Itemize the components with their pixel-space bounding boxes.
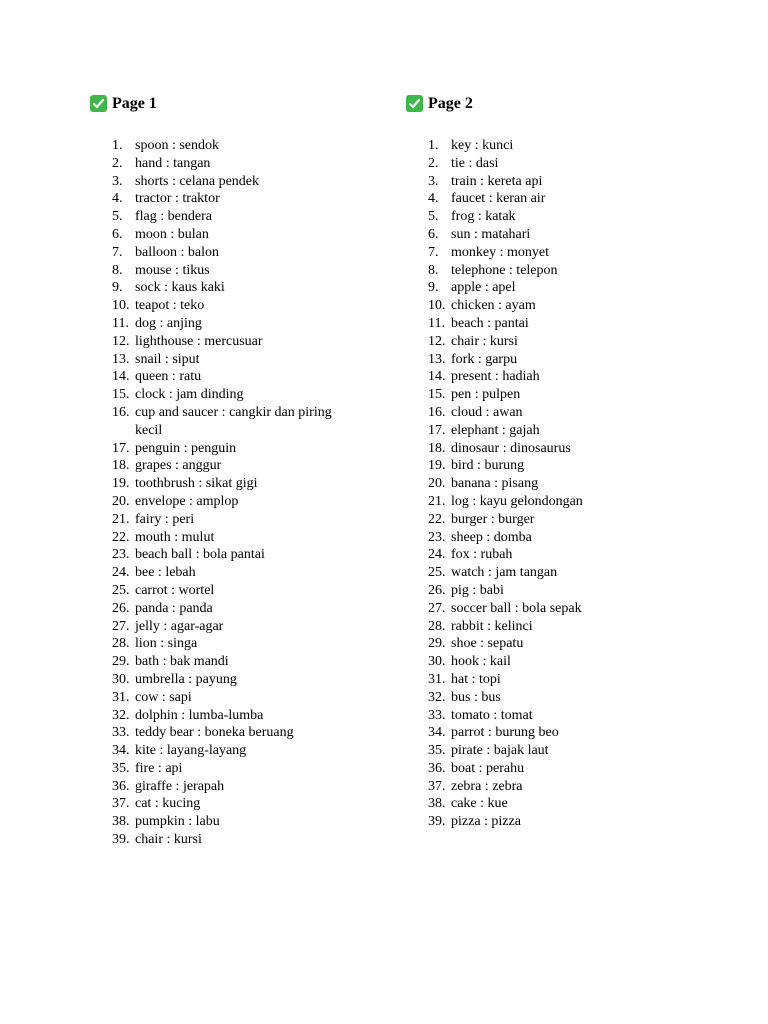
item-number: 3. — [112, 173, 123, 189]
list-item — [406, 475, 706, 493]
item-number: 2. — [112, 155, 123, 171]
page-1-section — [90, 91, 390, 849]
item-number: 26. — [112, 600, 130, 616]
item-text: monkey : monyet — [451, 244, 549, 260]
list-item — [406, 422, 706, 440]
list-item — [406, 457, 706, 475]
item-text: shorts : celana pendek — [135, 173, 260, 189]
item-number: 13. — [428, 351, 446, 367]
list-item — [90, 653, 390, 671]
page-1-word-list — [90, 137, 390, 849]
item-number: 32. — [428, 689, 446, 705]
item-number: 20. — [428, 476, 446, 492]
list-item — [406, 368, 706, 386]
item-number: 19. — [428, 458, 446, 474]
item-text: bee : lebah — [135, 565, 196, 581]
page-2-section — [406, 91, 706, 831]
item-text: bus : bus — [451, 689, 501, 705]
item-number: 22. — [428, 511, 446, 527]
item-text: apple : apel — [451, 280, 516, 296]
item-number: 16. — [428, 404, 446, 420]
item-number: 18. — [112, 458, 130, 474]
item-number: 29. — [112, 654, 130, 670]
item-text: snail : siput — [135, 351, 200, 367]
item-number: 10. — [112, 298, 130, 314]
item-text: balloon : balon — [135, 244, 219, 260]
item-text: beach ball : bola pantai — [135, 547, 265, 563]
item-text: queen : ratu — [135, 369, 202, 385]
item-text: cup and saucer : cangkir dan piring kecil — [135, 404, 332, 438]
item-number: 22. — [112, 529, 130, 545]
list-item — [406, 493, 706, 511]
item-number: 7. — [112, 244, 123, 260]
list-item — [90, 333, 390, 351]
item-number: 16. — [112, 404, 130, 420]
item-number: 36. — [112, 778, 130, 794]
item-text: teapot : teko — [135, 298, 205, 314]
item-text: lighthouse : mercusuar — [135, 333, 263, 349]
item-text: mouth : mulut — [135, 529, 215, 545]
item-text: beach : pantai — [451, 315, 529, 331]
item-number: 32. — [112, 707, 130, 723]
item-text: clock : jam dinding — [135, 387, 244, 403]
list-item — [406, 724, 706, 742]
item-number: 6. — [112, 226, 123, 242]
item-text: penguin : penguin — [135, 440, 237, 456]
list-item — [406, 262, 706, 280]
item-text: flag : bendera — [135, 209, 212, 225]
item-text: faucet : keran air — [451, 191, 546, 207]
list-item — [406, 707, 706, 725]
item-text: dolphin : lumba-lumba — [135, 707, 264, 723]
item-text: carrot : wortel — [135, 582, 215, 598]
item-number: 14. — [428, 369, 446, 385]
item-number: 21. — [112, 511, 130, 527]
list-item — [406, 795, 706, 813]
item-text: hat : topi — [451, 671, 501, 687]
list-item — [90, 707, 390, 725]
list-item — [90, 760, 390, 778]
item-text: tractor : traktor — [135, 191, 220, 207]
item-text: envelope : amplop — [135, 493, 239, 509]
item-number: 27. — [112, 618, 130, 634]
item-number: 7. — [428, 244, 439, 260]
item-number: 9. — [428, 280, 439, 296]
item-text: cow : sapi — [135, 689, 192, 705]
list-item — [406, 618, 706, 636]
list-item — [90, 689, 390, 707]
list-item — [406, 546, 706, 564]
list-item — [90, 724, 390, 742]
item-text: present : hadiah — [451, 369, 540, 385]
list-item — [406, 813, 706, 831]
list-item — [90, 386, 390, 404]
list-item — [406, 190, 706, 208]
item-number: 23. — [428, 529, 446, 545]
item-text: cloud : awan — [451, 404, 523, 420]
item-text: fork : garpu — [451, 351, 518, 367]
item-text: pig : babi — [451, 582, 504, 598]
item-text: train : kereta api — [451, 173, 543, 189]
item-number: 37. — [112, 796, 130, 812]
list-item — [90, 351, 390, 369]
page-2-title: Page 2 — [428, 94, 473, 112]
item-text: fire : api — [135, 760, 183, 776]
item-number: 11. — [112, 315, 129, 331]
list-item — [406, 333, 706, 351]
item-text: chair : kursi — [135, 832, 202, 848]
list-item — [90, 226, 390, 244]
item-number: 31. — [428, 671, 446, 687]
list-item — [90, 795, 390, 813]
item-number: 12. — [428, 333, 446, 349]
item-number: 36. — [428, 760, 446, 776]
list-item — [90, 564, 390, 582]
page-2-word-list — [406, 137, 706, 831]
item-text: bath : bak mandi — [135, 654, 229, 670]
item-number: 17. — [428, 422, 446, 438]
item-number: 4. — [112, 191, 123, 207]
list-item — [90, 529, 390, 547]
item-text: burger : burger — [451, 511, 535, 527]
item-text: pirate : bajak laut — [451, 743, 549, 759]
item-text: sheep : domba — [451, 529, 532, 545]
item-text: pen : pulpen — [451, 387, 521, 403]
list-item — [90, 813, 390, 831]
item-number: 24. — [428, 547, 446, 563]
item-number: 31. — [112, 689, 130, 705]
item-number: 35. — [112, 760, 130, 776]
item-number: 8. — [428, 262, 439, 278]
item-text: sock : kaus kaki — [135, 280, 225, 296]
item-text: dog : anjing — [135, 315, 202, 331]
item-number: 11. — [428, 315, 445, 331]
item-number: 12. — [112, 333, 130, 349]
list-item — [90, 546, 390, 564]
item-number: 4. — [428, 191, 439, 207]
item-text: mouse : tikus — [135, 262, 210, 278]
list-item — [406, 137, 706, 155]
item-text: shoe : sepatu — [451, 636, 524, 652]
list-item — [90, 600, 390, 618]
item-text: tie : dasi — [451, 155, 499, 171]
item-number: 14. — [112, 369, 130, 385]
item-number: 27. — [428, 600, 446, 616]
item-number: 19. — [112, 476, 130, 492]
item-number: 9. — [112, 280, 123, 296]
list-item — [406, 600, 706, 618]
list-item — [406, 511, 706, 529]
item-text: lion : singa — [135, 636, 198, 652]
item-text: pizza : pizza — [451, 814, 521, 830]
item-number: 20. — [112, 493, 130, 509]
item-text: cat : kucing — [135, 796, 201, 812]
list-item — [90, 440, 390, 458]
item-number: 5. — [428, 209, 439, 225]
check-mark-icon — [406, 95, 423, 112]
list-item — [90, 635, 390, 653]
item-number: 15. — [112, 387, 130, 403]
item-number: 15. — [428, 387, 446, 403]
item-text: fox : rubah — [451, 547, 513, 563]
item-text: toothbrush : sikat gigi — [135, 476, 258, 492]
item-number: 30. — [112, 671, 130, 687]
item-text: fairy : peri — [135, 511, 195, 527]
item-text: dinosaur : dinosaurus — [451, 440, 571, 456]
item-number: 17. — [112, 440, 130, 456]
list-item — [406, 208, 706, 226]
list-item — [90, 315, 390, 333]
item-text: moon : bulan — [135, 226, 209, 242]
item-number: 28. — [112, 636, 130, 652]
list-item — [90, 190, 390, 208]
item-number: 30. — [428, 654, 446, 670]
item-number: 38. — [428, 796, 446, 812]
list-item — [90, 671, 390, 689]
item-text: panda : panda — [135, 600, 213, 616]
item-number: 26. — [428, 582, 446, 598]
list-item — [406, 742, 706, 760]
item-text: cake : kue — [451, 796, 508, 812]
item-number: 1. — [428, 138, 439, 153]
item-text: hook : kail — [451, 654, 511, 670]
list-item — [406, 689, 706, 707]
item-text: tomato : tomat — [451, 707, 533, 723]
list-item — [406, 778, 706, 796]
item-text: pumpkin : labu — [135, 814, 220, 830]
list-item — [90, 137, 390, 155]
list-item — [90, 457, 390, 475]
item-number: 3. — [428, 173, 439, 189]
item-text: parrot : burung beo — [451, 725, 559, 741]
item-number: 25. — [112, 582, 130, 598]
item-text: soccer ball : bola sepak — [451, 600, 582, 616]
list-item — [406, 440, 706, 458]
list-item — [90, 173, 390, 191]
list-item — [406, 297, 706, 315]
item-text: jelly : agar-agar — [135, 618, 224, 634]
list-item — [406, 653, 706, 671]
list-item — [406, 564, 706, 582]
list-item — [406, 529, 706, 547]
list-item — [406, 351, 706, 369]
item-text: rabbit : kelinci — [451, 618, 533, 634]
item-number: 34. — [428, 725, 446, 741]
list-item — [406, 386, 706, 404]
list-item — [90, 155, 390, 173]
item-number: 24. — [112, 565, 130, 581]
list-item — [406, 226, 706, 244]
item-number: 33. — [112, 725, 130, 741]
item-text: umbrella : payung — [135, 671, 237, 687]
item-text: log : kayu gelondongan — [451, 493, 583, 509]
list-item — [406, 404, 706, 422]
item-number: 39. — [428, 814, 446, 830]
item-number: 23. — [112, 547, 130, 563]
item-text: spoon : sendok — [135, 138, 219, 153]
list-item — [90, 297, 390, 315]
page-1-title: Page 1 — [112, 94, 157, 112]
item-text: giraffe : jerapah — [135, 778, 225, 794]
item-text: telephone : telepon — [451, 262, 558, 278]
item-text: boat : perahu — [451, 760, 525, 776]
item-number: 1. — [112, 138, 123, 153]
item-number: 34. — [112, 743, 130, 759]
list-item — [90, 778, 390, 796]
item-text: chicken : ayam — [451, 298, 536, 314]
list-item — [406, 173, 706, 191]
list-item — [90, 475, 390, 493]
item-number: 10. — [428, 298, 446, 314]
list-item — [406, 582, 706, 600]
list-item — [90, 618, 390, 636]
list-item — [90, 493, 390, 511]
item-number: 8. — [112, 262, 123, 278]
item-text: elephant : gajah — [451, 422, 540, 438]
item-text: key : kunci — [451, 138, 514, 153]
item-number: 6. — [428, 226, 439, 242]
list-item — [90, 262, 390, 280]
list-item — [406, 155, 706, 173]
list-item — [406, 244, 706, 262]
item-text: sun : matahari — [451, 226, 531, 242]
list-item — [90, 208, 390, 226]
list-item — [90, 742, 390, 760]
item-number: 38. — [112, 814, 130, 830]
page-1-heading — [90, 91, 390, 115]
check-mark-icon — [90, 95, 107, 112]
item-text: watch : jam tangan — [451, 565, 558, 581]
item-number: 18. — [428, 440, 446, 456]
item-number: 37. — [428, 778, 446, 794]
list-item — [90, 279, 390, 297]
list-item — [406, 315, 706, 333]
item-text: chair : kursi — [451, 333, 518, 349]
item-number: 35. — [428, 743, 446, 759]
item-number: 5. — [112, 209, 123, 225]
item-text: hand : tangan — [135, 155, 211, 171]
item-text: grapes : anggur — [135, 458, 222, 474]
item-number: 33. — [428, 707, 446, 723]
item-text: frog : katak — [451, 209, 516, 225]
item-text: banana : pisang — [451, 476, 539, 492]
list-item — [406, 760, 706, 778]
list-item — [406, 279, 706, 297]
list-item — [90, 368, 390, 386]
list-item — [90, 511, 390, 529]
item-number: 21. — [428, 493, 446, 509]
item-text: teddy bear : boneka beruang — [135, 725, 294, 741]
page-2-heading — [406, 91, 706, 115]
list-item — [90, 831, 390, 849]
item-number: 39. — [112, 832, 130, 848]
item-number: 13. — [112, 351, 130, 367]
list-item — [90, 404, 390, 440]
item-number: 29. — [428, 636, 446, 652]
item-text: zebra : zebra — [451, 778, 523, 794]
item-number: 2. — [428, 155, 439, 171]
list-item — [90, 244, 390, 262]
item-text: kite : layang-layang — [135, 743, 247, 759]
item-number: 25. — [428, 565, 446, 581]
item-text: bird : burung — [451, 458, 525, 474]
list-item — [406, 671, 706, 689]
list-item — [406, 635, 706, 653]
list-item — [90, 582, 390, 600]
item-number: 28. — [428, 618, 446, 634]
